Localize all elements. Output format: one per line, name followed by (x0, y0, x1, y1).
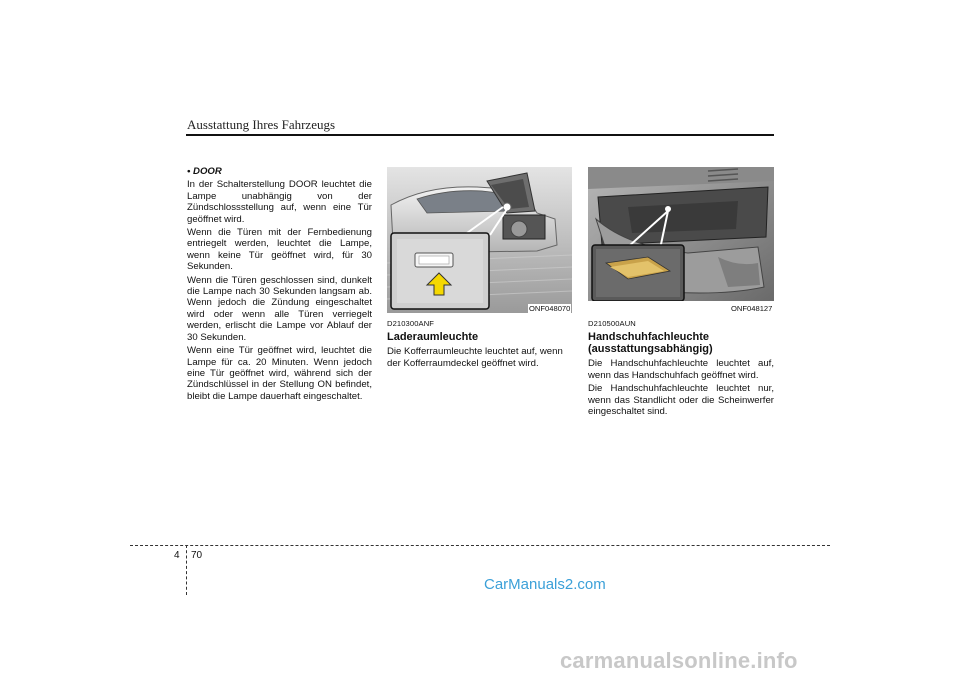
watermark-text: carmanualsonline.info (560, 648, 798, 673)
paragraph: Wenn die Türen mit der Fernbedienung entriegelt werden, leuchtet die Lampe, wenn keine Tür geöffnet wird, für 30 Sekunden. (187, 227, 372, 273)
glovebox-light-illustration (588, 167, 774, 301)
door-bullet: • DOOR (187, 166, 222, 177)
paragraph: Wenn eine Tür geöffnet wird, leuchtet die Lampe für ca. 20 Minuten. Wenn jedoch eine Tür geöffnet wird, während sich der Zündschlüssel in der Stellung ON befindet, bleibt die Lampe dauerhaft eingeschaltet. (187, 345, 372, 402)
paragraph: Die Handschuhfachleuchte leuchtet auf, wenn das Handschuhfach geöffnet wird. (588, 358, 774, 381)
chapter-number: 4 (174, 550, 180, 561)
paragraph: Die Kofferraumleuchte leuchtet auf, wenn der Kofferraumdeckel geöffnet wird. (387, 346, 563, 369)
image-caption: ONF048070 (529, 304, 571, 313)
page-number: 70 (191, 550, 203, 561)
watermark-link[interactable]: CarManuals2.com (484, 576, 606, 593)
section-heading: Laderaumleuchte (387, 331, 479, 344)
middle-column (387, 318, 572, 371)
right-column (588, 318, 774, 419)
footer-rule (130, 545, 830, 546)
trunk-light-illustration (387, 167, 572, 313)
header-rule (186, 134, 774, 136)
section-heading: Handschuhfachleuchte (ausstattungsabhängig) (588, 331, 713, 356)
left-column (187, 166, 372, 404)
section-code: D210300ANF (387, 319, 435, 328)
section-code: D210500AUN (588, 319, 636, 328)
image-caption: ONF048127 (731, 304, 773, 313)
paragraph: Die Handschuhfachleuchte leuchtet nur, wenn das Standlicht oder die Scheinwerfer eingeschaltet sind. (588, 383, 774, 418)
footer-divider (186, 545, 187, 595)
paragraph: Wenn die Türen geschlossen sind, dunkelt die Lampe nach 30 Sekunden langsam ab. Wenn jedoch die Zündung eingeschaltet wird oder wenn alle Türen verriegelt werden, erlischt die Lampe vor Ablauf der 30 Sekunden. (187, 274, 372, 343)
paragraph: In der Schalterstellung DOOR leuchtet die Lampe unabhängig von der Zündschlossstellung auf, wenn eine Tür geöffnet wird. (187, 179, 372, 225)
page-header-title: Ausstattung Ihres Fahrzeugs (187, 117, 336, 132)
